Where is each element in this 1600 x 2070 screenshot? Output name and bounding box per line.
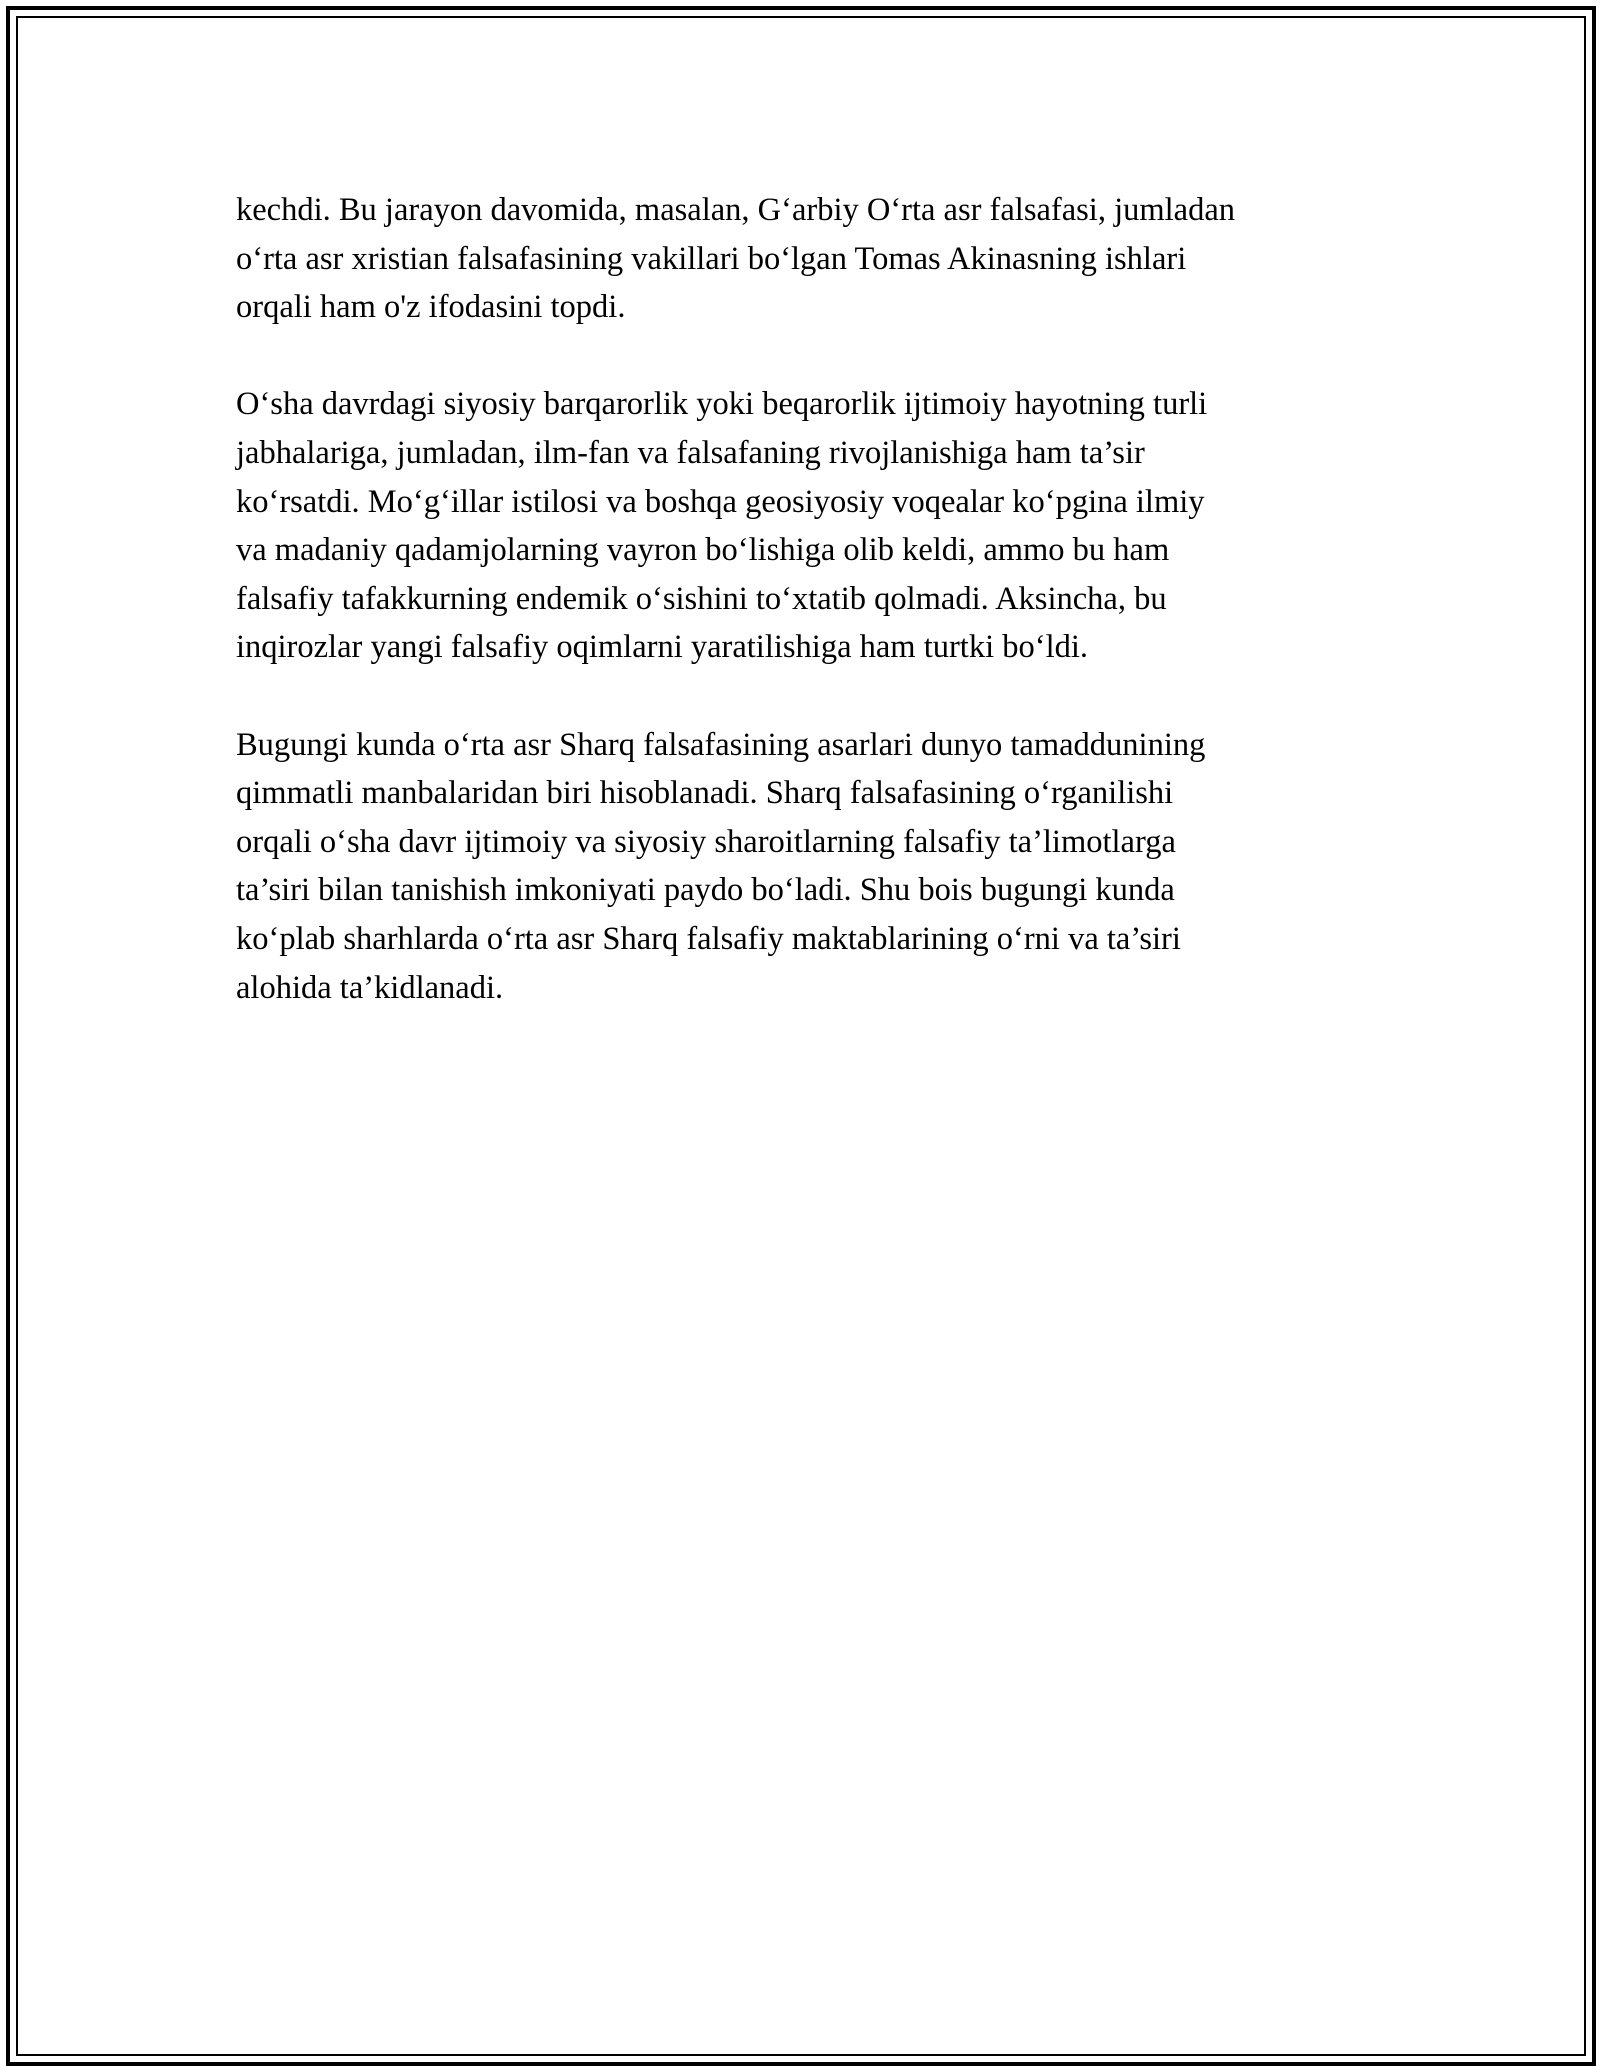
text-line: kechdi. Bu jarayon davomida, masalan, G‘arbiy O‘rta asr falsafasi, jumladan: [236, 192, 1236, 228]
text-line: o‘rta asr xristian falsafasining vakillari bo‘lgan Tomas Akinasning ishlari: [236, 240, 1187, 277]
text-line: falsafiy tafakkurning endemik o‘sishini to‘xtatib qolmadi. Aksincha, bu: [236, 580, 1167, 617]
text-line: va madaniy qadamjolarning vayron bo‘lishiga olib keldi, ammo bu ham: [236, 532, 1170, 569]
text-line: O‘sha davrdagi siyosiy barqarorlik yoki beqarorlik ijtimoiy hayotning turli: [236, 386, 1208, 423]
text-line: orqali o‘sha davr ijtimoiy va siyosiy sharoitlarning falsafiy ta’limotlarga: [236, 823, 1176, 860]
text-line: qimmatli manbalaridan biri hisoblanadi. Sharq falsafasining o‘rganilishi: [236, 775, 1174, 812]
document-body: [236, 186, 1376, 1012]
text-line: jabhalariga, jumladan, ilm-fan va falsafaning rivojlanishiga ham ta’sir: [236, 434, 1145, 471]
text-line: ko‘rsatdi. Mo‘g‘illar istilosi va boshqa geosiyosiy voqealar ko‘pgina ilmiy: [236, 483, 1205, 520]
text-line: Bugungi kunda o‘rta asr Sharq falsafasining asarlari dunyo tamaddunining: [236, 726, 1206, 763]
text-line: alohida ta’kidlanadi.: [236, 969, 504, 1006]
text-line: ko‘plab sharhlarda o‘rta asr Sharq falsafiy maktablarining o‘rni va ta’siri: [236, 920, 1181, 957]
text-line: ta’siri bilan tanishish imkoniyati paydo bo‘ladi. Shu bois bugungi kunda: [236, 872, 1175, 909]
paragraph-1: [236, 186, 1376, 332]
paragraph-2: [236, 380, 1376, 672]
text-line: orqali ham o'z ifodasini topdi.: [236, 289, 626, 326]
paragraph-3: [236, 721, 1376, 1013]
text-line: inqirozlar yangi falsafiy oqimlarni yaratilishiga ham turtki bo‘ldi.: [236, 629, 1088, 666]
